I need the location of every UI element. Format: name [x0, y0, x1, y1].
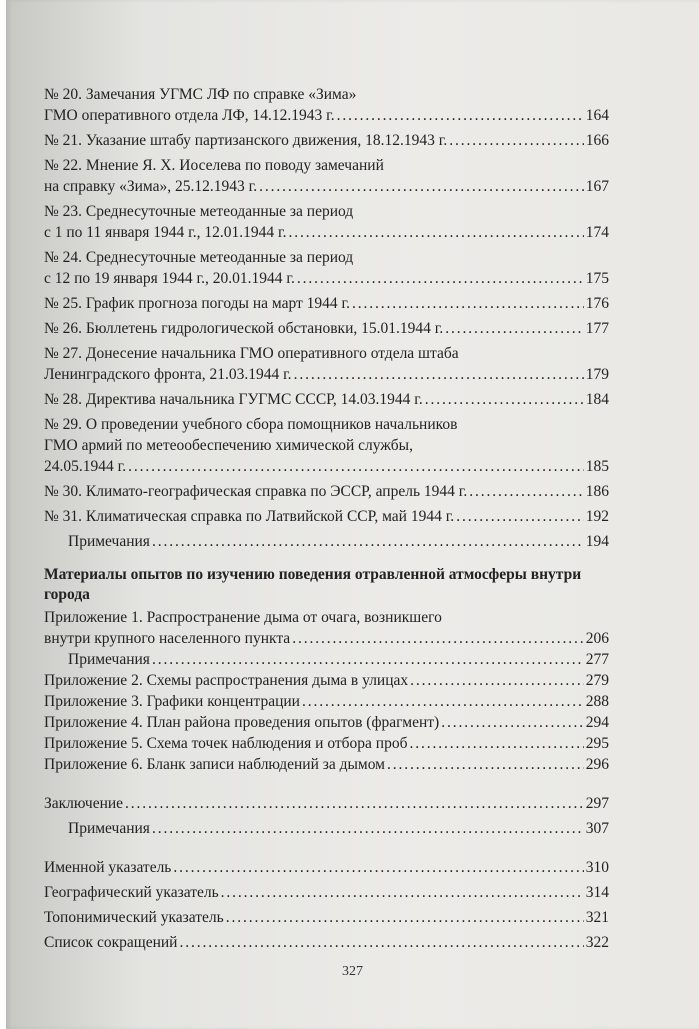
toc-entry-title: Приложение 4. План района проведения опытов (фрагмент) — [44, 714, 440, 731]
toc-page-number: 179 — [585, 366, 609, 383]
toc-entry-title: № 28. Директива начальника ГУГМС СССР, 14.03.1944 г. — [44, 391, 423, 408]
toc-entry — [44, 84, 609, 126]
toc-page-number: 177 — [585, 320, 609, 337]
toc-page-number: 206 — [585, 630, 609, 647]
toc-entry-final-line — [44, 733, 609, 754]
toc-entry-title: ГМО оперативного отдела ЛФ, 14.12.1943 г. — [44, 107, 335, 124]
toc-page-number: 184 — [585, 391, 609, 408]
toc-entry — [44, 201, 609, 243]
toc-entry — [44, 414, 609, 477]
dot-leader — [445, 318, 584, 339]
toc-page-number: 310 — [585, 859, 609, 876]
toc-entry — [44, 389, 609, 410]
toc-entry — [44, 793, 609, 814]
toc-entry-final-line — [44, 531, 609, 552]
toc-group-indexes — [44, 857, 609, 953]
toc-page-number: 175 — [585, 270, 609, 287]
toc-entry-title: Примечания — [68, 820, 150, 837]
dot-leader — [425, 389, 584, 410]
section-heading: Материалы опытов по изучению поведения отравленной атмосферы внутри города — [44, 566, 582, 603]
toc-page-number: 192 — [585, 508, 609, 525]
toc-entry-line: № 27. Донесение начальника ГМО оперативного отдела штаба — [44, 345, 459, 362]
toc-page-number: 185 — [585, 458, 609, 475]
dot-leader — [125, 793, 584, 814]
toc-entry-line: ГМО армий по метеообеспечению химической службы, — [44, 437, 413, 454]
toc-entry-title: с 1 по 11 января 1944 г., 12.01.1944 г. — [44, 224, 287, 241]
toc-page-number: 176 — [585, 295, 609, 312]
toc-entry-title: Географический указатель — [44, 884, 219, 901]
dot-leader — [128, 456, 584, 477]
toc-entry — [44, 932, 609, 953]
toc-entry-title: 24.05.1944 г. — [44, 458, 127, 475]
toc-page-number: 194 — [585, 533, 609, 550]
toc-entry-final-line — [44, 293, 609, 314]
dot-leader — [456, 506, 584, 527]
toc-entry-title: Приложение 5. Схема точек наблюдения и отбора проб — [44, 735, 408, 752]
toc-entry-final-line — [44, 130, 609, 151]
toc-entry — [44, 155, 609, 197]
toc-page-number: 296 — [585, 756, 609, 773]
dot-leader — [409, 733, 583, 754]
toc-entry-final-line — [44, 318, 609, 339]
toc-entry-title: Заключение — [44, 795, 124, 812]
toc-page-number: 186 — [585, 483, 609, 500]
toc-entry-final-line — [44, 649, 609, 670]
toc-entry-final-line — [44, 754, 609, 775]
dot-leader — [449, 130, 583, 151]
table-of-contents — [44, 84, 609, 953]
toc-entry — [44, 857, 609, 878]
book-page — [6, 0, 699, 1029]
toc-page-number: 167 — [585, 178, 609, 195]
toc-group-conclusion — [44, 793, 609, 839]
page-number: 327 — [342, 964, 363, 979]
toc-page-number: 174 — [585, 224, 609, 241]
toc-entry-line: № 20. Замечания УГМС ЛФ по справке «Зима» — [44, 86, 357, 103]
toc-entry-title: № 25. График прогноза погоды на март 1944 г. — [44, 295, 351, 312]
dot-leader — [292, 628, 584, 649]
dot-leader — [152, 818, 584, 839]
toc-group-documents — [44, 84, 609, 552]
toc-entry — [44, 293, 609, 314]
toc-entry — [44, 712, 609, 733]
toc-entry-title: Приложение 2. Схемы распространения дыма в улицах — [44, 672, 409, 689]
toc-entry-title: № 31. Климатическая справка по Латвийской ССР, май 1944 г. — [44, 508, 455, 525]
toc-entry-final-line — [44, 670, 609, 691]
toc-page-number: 166 — [585, 132, 609, 149]
dot-leader — [152, 531, 584, 552]
toc-page-number: 288 — [585, 693, 609, 710]
toc-page-number: 322 — [585, 934, 609, 951]
dot-leader — [387, 754, 584, 775]
toc-page-number: 307 — [585, 820, 609, 837]
toc-entry-title: Приложение 6. Бланк записи наблюдений за дымом — [44, 756, 385, 773]
toc-entry-title: на справку «Зима», 25.12.1943 г. — [44, 178, 258, 195]
toc-page-number: 294 — [585, 714, 609, 731]
toc-entry — [44, 607, 609, 649]
dot-leader — [410, 670, 584, 691]
toc-entry-title: с 12 по 19 января 1944 г., 20.01.1944 г. — [44, 270, 295, 287]
toc-entry-final-line — [44, 268, 609, 289]
toc-entry-title: внутри крупного населенного пункта — [44, 630, 291, 647]
toc-entry-final-line — [44, 628, 609, 649]
toc-entry — [44, 318, 609, 339]
dot-leader — [289, 222, 584, 243]
toc-page-number: 164 — [585, 107, 609, 124]
dot-leader — [173, 857, 583, 878]
toc-entry-title: Примечания — [68, 533, 150, 550]
toc-entry-title: № 21. Указание штабу партизанского движения, 18.12.1943 г. — [44, 132, 448, 149]
toc-entry — [44, 531, 609, 552]
toc-entry-final-line — [44, 105, 609, 126]
toc-entry-title: Топонимический указатель — [44, 909, 224, 926]
toc-entry-final-line — [44, 793, 609, 814]
dot-leader — [179, 932, 583, 953]
toc-entry — [44, 343, 609, 385]
toc-entry-title: Список сокращений — [44, 934, 178, 951]
toc-entry-line: № 24. Среднесуточные метеоданные за период — [44, 249, 354, 266]
toc-entry-final-line — [44, 857, 609, 878]
dot-leader — [469, 481, 584, 502]
toc-entry-final-line — [44, 364, 609, 385]
toc-entry — [44, 882, 609, 903]
toc-entry-title: Приложение 3. Графики концентрации — [44, 693, 300, 710]
toc-page-number: 295 — [585, 735, 609, 752]
toc-entry-final-line — [44, 456, 609, 477]
dot-leader — [297, 268, 584, 289]
toc-group-appendices — [44, 607, 609, 775]
toc-entry-line: № 22. Мнение Я. Х. Иоселева по поводу замечаний — [44, 157, 384, 174]
toc-entry — [44, 247, 609, 289]
toc-entry-final-line — [44, 882, 609, 903]
toc-entry-final-line — [44, 176, 609, 197]
toc-entry-line: Приложение 1. Распространение дыма от очага, возникшего — [44, 609, 442, 626]
toc-page-number: 297 — [585, 795, 609, 812]
toc-entry-line: № 23. Среднесуточные метеоданные за период — [44, 203, 354, 220]
toc-entry-line: № 29. О проведении учебного сбора помощников начальников — [44, 416, 458, 433]
dot-leader — [337, 105, 584, 126]
toc-entry-final-line — [44, 506, 609, 527]
toc-entry-title: Примечания — [68, 651, 150, 668]
dot-leader — [226, 907, 584, 928]
toc-entry-final-line — [44, 691, 609, 712]
toc-page-number: 279 — [585, 672, 609, 689]
toc-page-number: 321 — [585, 909, 609, 926]
dot-leader — [259, 176, 584, 197]
dot-leader — [441, 712, 584, 733]
toc-entry-final-line — [44, 907, 609, 928]
toc-entry — [44, 733, 609, 754]
dot-leader — [152, 649, 584, 670]
toc-entry — [44, 670, 609, 691]
toc-entry-final-line — [44, 481, 609, 502]
toc-entry-final-line — [44, 222, 609, 243]
toc-entry-title: № 30. Климато-географическая справка по ЭССР, апрель 1944 г. — [44, 483, 468, 500]
toc-entry-final-line — [44, 389, 609, 410]
toc-entry-title: № 26. Бюллетень гидрологической обстановки, 15.01.1944 г. — [44, 320, 444, 337]
toc-entry-final-line — [44, 932, 609, 953]
toc-entry — [44, 754, 609, 775]
toc-entry — [44, 907, 609, 928]
toc-page-number: 277 — [585, 651, 609, 668]
toc-page-number: 314 — [585, 884, 609, 901]
toc-entry-title: Ленинградского фронта, 21.03.1944 г. — [44, 366, 292, 383]
toc-entry — [44, 130, 609, 151]
toc-entry-title: Именной указатель — [44, 859, 172, 876]
dot-leader — [302, 691, 584, 712]
toc-entry — [44, 818, 609, 839]
toc-entry — [44, 481, 609, 502]
toc-entry-final-line — [44, 818, 609, 839]
toc-entry — [44, 506, 609, 527]
dot-leader — [294, 364, 584, 385]
dot-leader — [352, 293, 584, 314]
toc-entry-final-line — [44, 712, 609, 733]
toc-entry — [44, 691, 609, 712]
toc-entry — [44, 649, 609, 670]
dot-leader — [221, 882, 584, 903]
